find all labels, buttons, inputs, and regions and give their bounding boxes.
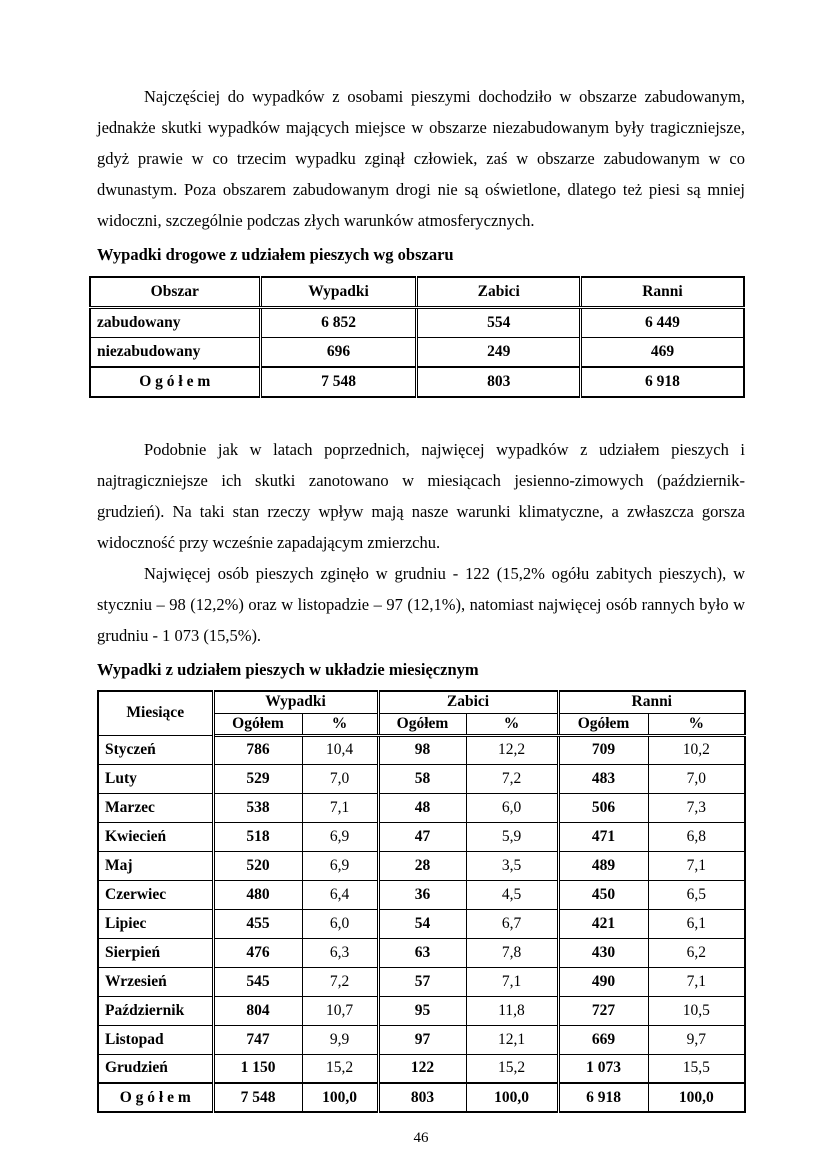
- cell-value: 6,0: [466, 793, 558, 822]
- group-header-zabici: Zabici: [378, 691, 558, 713]
- cell-value: 1 150: [213, 1054, 302, 1083]
- cell-value: 122: [378, 1054, 466, 1083]
- cell-value: 518: [213, 822, 302, 851]
- table1-header: [90, 277, 744, 307]
- cell-value: 249: [417, 337, 581, 367]
- cell-value: 15,5: [648, 1054, 745, 1083]
- cell-value: 786: [213, 735, 302, 764]
- sub-header-percent: %: [302, 713, 378, 735]
- row-label: O g ó ł e m: [90, 367, 260, 397]
- table-accidents-by-area: [89, 276, 745, 398]
- cell-value: 6 852: [260, 307, 417, 337]
- table-row: [90, 307, 744, 337]
- cell-value: 6,3: [302, 938, 378, 967]
- cell-value: 5,9: [466, 822, 558, 851]
- cell-value: 100,0: [302, 1083, 378, 1112]
- paragraph-seasonal-pattern: Podobnie jak w latach poprzednich, najwięcej wypadków z udziałem pieszych i najtragiczniejsze ich skutki zanotowano w miesiącach jesienno-zimowych (październik-grudzień). Na taki stan rzeczy wpływ mają nasze warunki klimatyczne, a zwłaszcza gorsza widoczność przy wcześnie zapadającym zmierzchu.: [97, 440, 745, 552]
- cell-value: 6,1: [648, 909, 745, 938]
- cell-value: 7,1: [466, 967, 558, 996]
- table-row: [90, 337, 744, 367]
- table-row: [98, 793, 745, 822]
- row-label: Listopad: [98, 1025, 213, 1054]
- table-total-row: [98, 1083, 745, 1112]
- sub-header-ogolem: Ogółem: [558, 713, 648, 735]
- cell-value: 803: [417, 367, 581, 397]
- table-row: [98, 851, 745, 880]
- cell-value: 6,7: [466, 909, 558, 938]
- cell-value: 430: [558, 938, 648, 967]
- cell-value: 476: [213, 938, 302, 967]
- cell-value: 15,2: [302, 1054, 378, 1083]
- cell-value: 709: [558, 735, 648, 764]
- cell-value: 98: [378, 735, 466, 764]
- table-accidents-by-month: [97, 690, 746, 1113]
- cell-value: 10,7: [302, 996, 378, 1025]
- table-row: [98, 996, 745, 1025]
- cell-value: 7,1: [302, 793, 378, 822]
- cell-value: 57: [378, 967, 466, 996]
- row-label: O g ó ł e m: [98, 1083, 213, 1112]
- cell-value: 545: [213, 967, 302, 996]
- cell-value: 489: [558, 851, 648, 880]
- sub-header-ogolem: Ogółem: [378, 713, 466, 735]
- row-label: Marzec: [98, 793, 213, 822]
- cell-value: 480: [213, 880, 302, 909]
- cell-value: 554: [417, 307, 581, 337]
- cell-value: 47: [378, 822, 466, 851]
- cell-value: 58: [378, 764, 466, 793]
- table1-header-row: [90, 277, 744, 307]
- cell-value: 12,2: [466, 735, 558, 764]
- table-row: [98, 822, 745, 851]
- table2-body: [98, 735, 745, 1112]
- row-label: Lipiec: [98, 909, 213, 938]
- row-label: Grudzień: [98, 1054, 213, 1083]
- cell-value: 469: [580, 337, 744, 367]
- cell-value: 520: [213, 851, 302, 880]
- cell-value: 7,2: [302, 967, 378, 996]
- cell-value: 7,8: [466, 938, 558, 967]
- table-total-row: [90, 367, 744, 397]
- cell-value: 747: [213, 1025, 302, 1054]
- cell-value: 669: [558, 1025, 648, 1054]
- cell-value: 100,0: [648, 1083, 745, 1112]
- column-header-wypadki: Wypadki: [260, 277, 417, 307]
- paragraph-monthly-extremes: Najwięcej osób pieszych zginęło w grudniu - 122 (15,2% ogółu zabitych pieszych), w styczniu – 98 (12,2%) oraz w listopadzie – 97 (12,1%), natomiast najwięcej osób rannych było w grudniu - 1 073 (15,5%).: [97, 564, 745, 645]
- table1-title: Wypadki drogowe z udziałem pieszych wg obszaru: [97, 245, 454, 264]
- cell-value: 6,9: [302, 851, 378, 880]
- cell-value: 11,8: [466, 996, 558, 1025]
- table-row: [98, 764, 745, 793]
- cell-value: 3,5: [466, 851, 558, 880]
- cell-value: 36: [378, 880, 466, 909]
- spacer: [97, 398, 745, 434]
- table-row: [98, 880, 745, 909]
- cell-value: 12,1: [466, 1025, 558, 1054]
- cell-value: 529: [213, 764, 302, 793]
- cell-value: 10,4: [302, 735, 378, 764]
- table-row: [98, 909, 745, 938]
- cell-value: 7 548: [260, 367, 417, 397]
- row-label: Wrzesień: [98, 967, 213, 996]
- cell-value: 483: [558, 764, 648, 793]
- cell-value: 6 918: [580, 367, 744, 397]
- cell-value: 7,0: [302, 764, 378, 793]
- cell-value: 6 449: [580, 307, 744, 337]
- cell-value: 95: [378, 996, 466, 1025]
- row-label: zabudowany: [90, 307, 260, 337]
- row-label: Październik: [98, 996, 213, 1025]
- cell-value: 7,0: [648, 764, 745, 793]
- cell-value: 48: [378, 793, 466, 822]
- table1-body: [90, 307, 744, 397]
- cell-value: 727: [558, 996, 648, 1025]
- cell-value: 696: [260, 337, 417, 367]
- row-label: Kwiecień: [98, 822, 213, 851]
- cell-value: 9,9: [302, 1025, 378, 1054]
- cell-value: 9,7: [648, 1025, 745, 1054]
- column-header-obszar: Obszar: [90, 277, 260, 307]
- cell-value: 455: [213, 909, 302, 938]
- cell-value: 506: [558, 793, 648, 822]
- cell-value: 7,2: [466, 764, 558, 793]
- cell-value: 10,2: [648, 735, 745, 764]
- cell-value: 6,2: [648, 938, 745, 967]
- cell-value: 10,5: [648, 996, 745, 1025]
- row-label: Maj: [98, 851, 213, 880]
- cell-value: 63: [378, 938, 466, 967]
- column-header-ranni: Ranni: [580, 277, 744, 307]
- sub-header-percent: %: [466, 713, 558, 735]
- cell-value: 804: [213, 996, 302, 1025]
- cell-value: 803: [378, 1083, 466, 1112]
- cell-value: 6,9: [302, 822, 378, 851]
- cell-value: 54: [378, 909, 466, 938]
- cell-value: 7 548: [213, 1083, 302, 1112]
- row-label: Czerwiec: [98, 880, 213, 909]
- table2-group-header-row: [98, 691, 745, 713]
- page-number: 46: [413, 1130, 429, 1146]
- cell-value: 7,1: [648, 851, 745, 880]
- cell-value: 4,5: [466, 880, 558, 909]
- table-row: [98, 1054, 745, 1083]
- cell-value: 538: [213, 793, 302, 822]
- cell-value: 28: [378, 851, 466, 880]
- column-header-zabici: Zabici: [417, 277, 581, 307]
- cell-value: 6,4: [302, 880, 378, 909]
- table-row: [98, 735, 745, 764]
- cell-value: 1 073: [558, 1054, 648, 1083]
- cell-value: 6,0: [302, 909, 378, 938]
- table2-title: Wypadki z udziałem pieszych w układzie miesięcznym: [97, 660, 479, 679]
- cell-value: 6,8: [648, 822, 745, 851]
- column-header-miesiace: Miesiące: [98, 691, 213, 735]
- cell-value: 450: [558, 880, 648, 909]
- paragraph-accidents-by-area: Najczęściej do wypadków z osobami pieszymi dochodziło w obszarze zabudowanym, jednakże skutki wypadków mających miejsce w obszarze niezabudowanym były tragiczniejsze, gdyż prawie w co trzecim wypadku zginął człowiek, zaś w obszarze zabudowanym w co dwunastym. Poza obszarem zabudowanym drogi nie są oświetlone, dlatego też piesi są mniej widoczni, szczególnie podczas złych warunków atmosferycznych.: [97, 87, 745, 230]
- cell-value: 97: [378, 1025, 466, 1054]
- table2-header: [98, 691, 745, 735]
- row-label: Sierpień: [98, 938, 213, 967]
- row-label: Luty: [98, 764, 213, 793]
- group-header-wypadki: Wypadki: [213, 691, 378, 713]
- table-row: [98, 967, 745, 996]
- sub-header-ogolem: Ogółem: [213, 713, 302, 735]
- cell-value: 490: [558, 967, 648, 996]
- group-header-ranni: Ranni: [558, 691, 745, 713]
- table-row: [98, 938, 745, 967]
- table-row: [98, 1025, 745, 1054]
- cell-value: 6 918: [558, 1083, 648, 1112]
- cell-value: 471: [558, 822, 648, 851]
- cell-value: 7,3: [648, 793, 745, 822]
- cell-value: 7,1: [648, 967, 745, 996]
- cell-value: 421: [558, 909, 648, 938]
- cell-value: 15,2: [466, 1054, 558, 1083]
- sub-header-percent: %: [648, 713, 745, 735]
- cell-value: 6,5: [648, 880, 745, 909]
- row-label: Styczeń: [98, 735, 213, 764]
- row-label: niezabudowany: [90, 337, 260, 367]
- cell-value: 100,0: [466, 1083, 558, 1112]
